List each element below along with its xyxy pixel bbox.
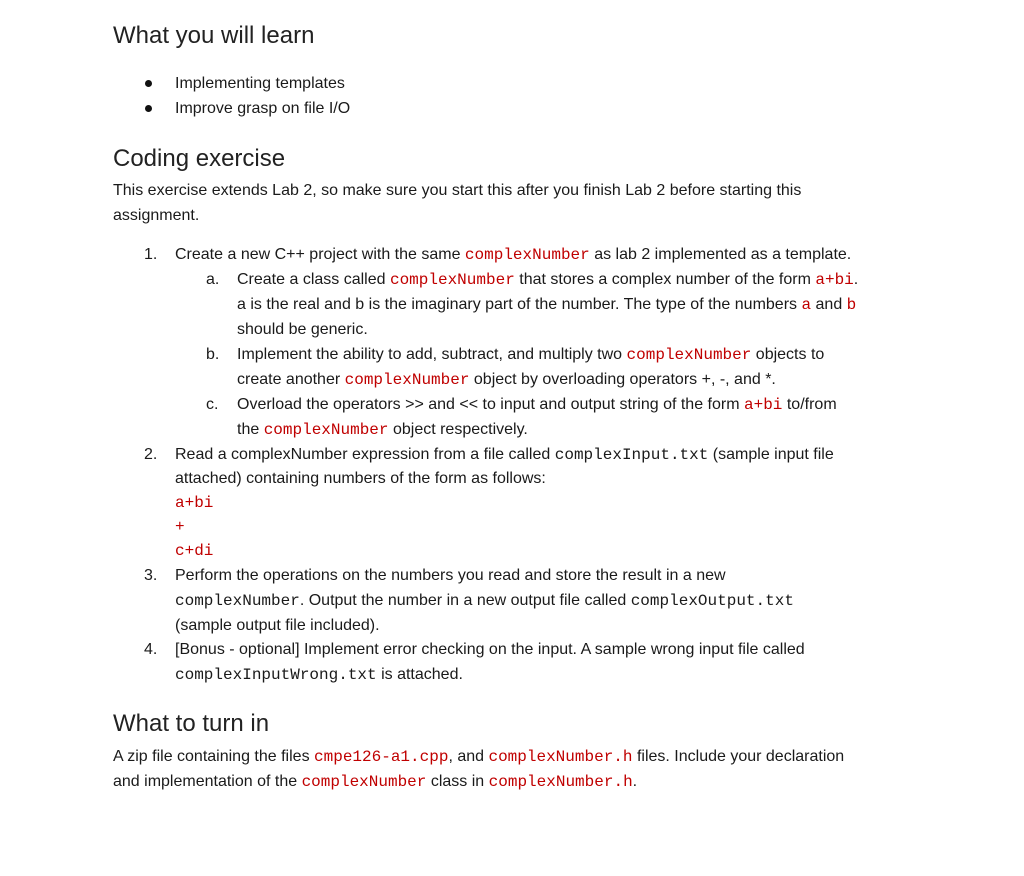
item-3-line3: (sample output file included). <box>175 617 380 634</box>
example-line-1: a+bi <box>175 494 214 512</box>
item-a-line3: should be generic. <box>237 321 368 338</box>
item-4-line1: [Bonus - optional] Implement error checking on the input. A sample wrong input file called <box>175 641 805 658</box>
item-c-letter: c. <box>206 396 219 413</box>
learn-bullet-2: Improve grasp on file I/O <box>175 100 351 117</box>
item-1-text: Create a new C++ project with the same complexNumber as lab 2 implemented as a template. <box>175 246 852 264</box>
coding-intro-line1: This exercise extends Lab 2, so make sure you start this after you finish Lab 2 before starting this <box>113 182 802 199</box>
turnin-line2: and implementation of the complexNumber class in complexNumber.h. <box>113 773 638 791</box>
item-4-line2: complexInputWrong.txt is attached. <box>175 666 463 684</box>
item-b-line1: Implement the ability to add, subtract, and multiply two complexNumber objects to <box>237 346 825 364</box>
item-3-number: 3. <box>144 567 158 584</box>
item-a-line1: Create a class called complexNumber that stores a complex number of the form a+bi. <box>237 271 859 289</box>
item-c-line2: the complexNumber object respectively. <box>237 421 528 439</box>
item-b-letter: b. <box>206 346 220 363</box>
item-2-number: 2. <box>144 446 158 463</box>
item-a-letter: a. <box>206 271 220 288</box>
learn-heading: What you will learn <box>113 22 315 49</box>
item-a-line2: a is the real and b is the imaginary part of the number. The type of the numbers a and b <box>237 296 857 314</box>
example-line-3: c+di <box>175 542 214 560</box>
item-1-number: 1. <box>144 246 158 263</box>
item-3-line1: Perform the operations on the numbers you read and store the result in a new <box>175 567 726 584</box>
bullet-icon <box>145 105 152 112</box>
example-line-2: + <box>175 518 185 536</box>
item-3-line2: complexNumber. Output the number in a new output file called complexOutput.txt <box>175 592 794 610</box>
item-4-number: 4. <box>144 641 158 658</box>
learn-bullet-1: Implementing templates <box>175 75 345 92</box>
turnin-line1: A zip file containing the files cmpe126-a1.cpp, and complexNumber.h files. Include your declaration <box>113 748 845 766</box>
coding-intro-line2: assignment. <box>113 207 200 224</box>
turnin-heading: What to turn in <box>113 710 270 737</box>
item-2-line1: Read a complexNumber expression from a file called complexInput.txt (sample input file <box>175 446 834 464</box>
item-c-line1: Overload the operators >> and << to input and output string of the form a+bi to/from <box>237 396 837 414</box>
bullet-icon <box>145 80 152 87</box>
item-2-line2: attached) containing numbers of the form as follows: <box>175 470 546 487</box>
item-b-line2: create another complexNumber object by overloading operators +, -, and *. <box>237 371 776 389</box>
coding-heading: Coding exercise <box>113 145 286 172</box>
